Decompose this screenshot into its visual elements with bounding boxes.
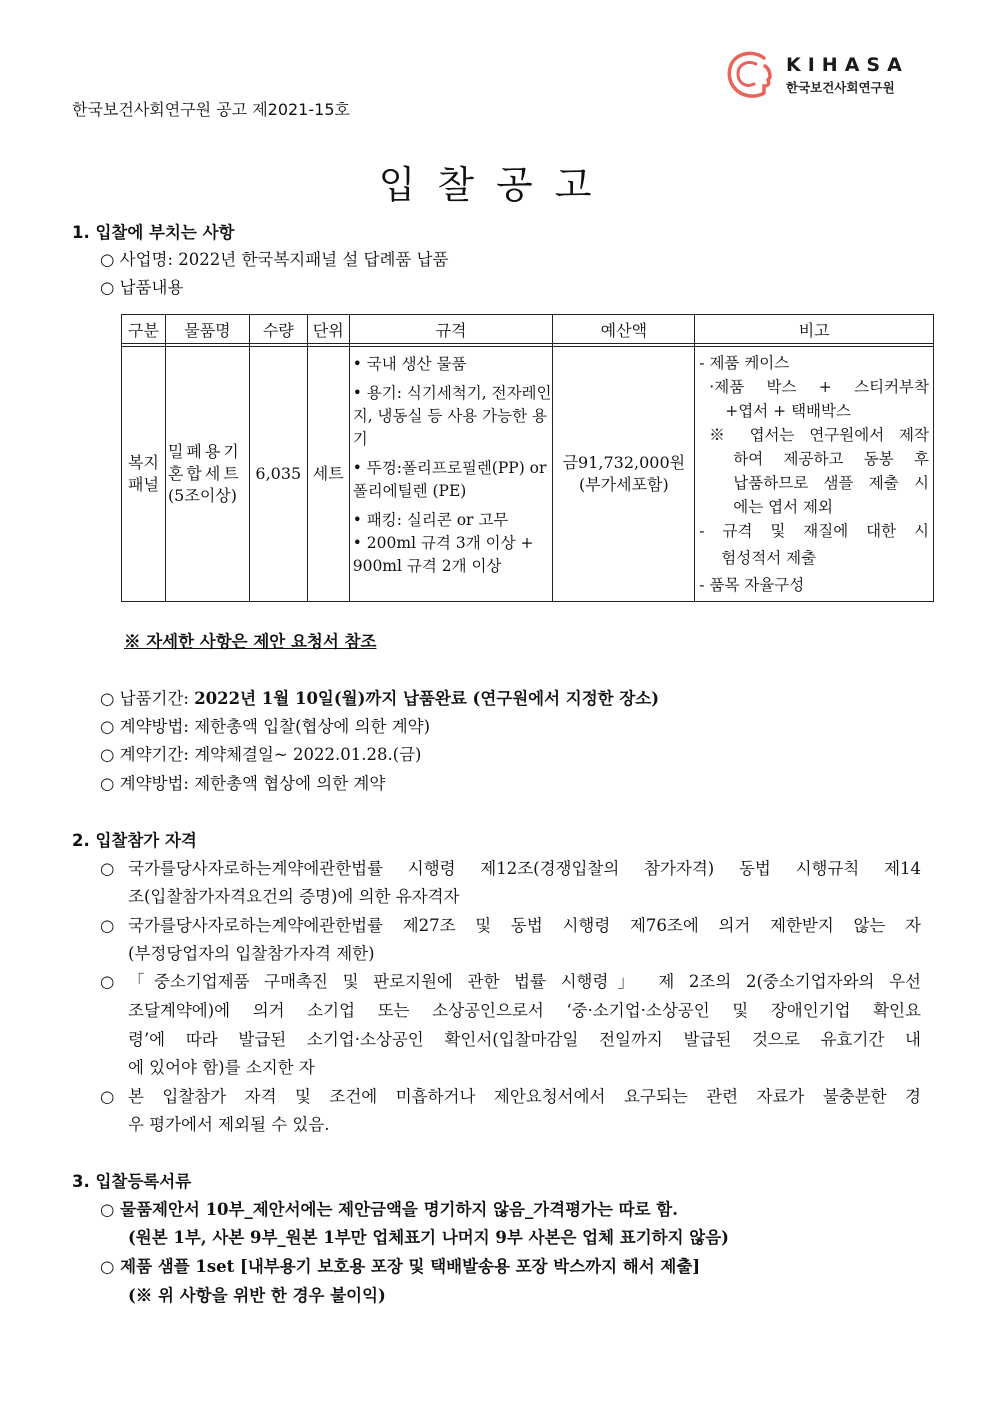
delivery-period-value: 2022년 1월 10일(월)까지 납품완료 (연구원에서 지정한 장소) (194, 689, 660, 708)
qualification-line: 국가를당사자로하는계약에관한법률 제27조 및 동법 시행령 제76조에 의거 제한받지 않는 자 (128, 916, 921, 935)
table-header: 예산액 (553, 315, 695, 344)
project-name: ○ 사업명: 2022년 한국복지패널 설 답례품 납품 (100, 250, 449, 269)
delivery-content-label: ○ 납품내용 (100, 278, 184, 297)
qualification-line: 국가를당사자로하는계약에관한법률 시행령 제12조(경쟁입찰의 참가자격) 동법 시행규칙 제14 (128, 859, 921, 878)
budget-cell (553, 347, 695, 602)
table-header: 물품명 (165, 315, 249, 344)
section1-heading: 1. 입찰에 부치는 사항 (72, 223, 235, 242)
table-header: 비고 (695, 315, 934, 344)
category-line: 패널 (128, 475, 159, 494)
qualification-line: 령’에 따라 발급된 소기업·소상공인 확인서(입찰마감일 전일까지 발급된 것으로 유효기간 내 (128, 1030, 921, 1049)
remark-line: 하여 제공하고 동봉 후 (733, 450, 929, 468)
remark-line: 납품하므로 샘플 제출 시 (733, 474, 929, 492)
rfp-reference-note: ※ 자세한 사항은 제안 요청서 참조 (124, 632, 377, 651)
qualification-line: 본 입찰참가 자격 및 조건에 미흡하거나 제안요청서에서 요구되는 관련 자료가 불충분한 경 (128, 1087, 921, 1106)
spec-item: • 뚜껑:폴리프로필렌(PP) or 폴리에틸렌 (PE) (352, 459, 547, 500)
spec-item: • 국내 생산 물품 (352, 355, 467, 373)
item-name-line: (5조이상) (167, 486, 237, 505)
remark-line: +엽서 + 택배박스 (725, 402, 851, 420)
logo-text-en: KIHASA (786, 54, 909, 76)
bullet-circle: ○ (100, 1087, 115, 1106)
qualification-line: (부정당업자의 입찰참가자격 제한) (128, 944, 375, 963)
qualification-line: 조달계약에)에 의거 소기업 또는 소상공인으로서 ‘중·소기업·소상공인 및 장애인기업 확인요 (128, 1001, 921, 1020)
items-table (121, 314, 934, 602)
contract-method: ○ 계약방법: 제한총액 입찰(협상에 의한 계약) (100, 717, 431, 736)
budget-vat-note: (부가세포함) (578, 475, 669, 494)
contract-period: ○ 계약기간: 계약체결일~ 2022.01.28.(금) (100, 745, 422, 764)
proposal-docs-note: (원본 1부, 사본 9부_원본 1부만 업체표기 나머지 9부 사본은 업체 표기하지 않음) (128, 1228, 729, 1247)
sample-note: (※ 위 사항을 위반 한 경우 불이익) (128, 1286, 386, 1305)
page-title: 입찰공고 (378, 163, 614, 207)
remark-line: ·제품 박스 + 스티커부착 (709, 378, 929, 396)
remarks-cell (695, 347, 934, 602)
spec-item: • 패킹: 실리콘 or 고무 (352, 511, 509, 529)
qualification-line: 조(입찰참가자격요건의 증명)에 의한 유자격자 (128, 887, 460, 906)
item-name-line: 밀폐용기 (167, 442, 242, 461)
table-header: 수량 (249, 315, 307, 344)
remark-line: ※ 엽서는 연구원에서 제작 (709, 426, 929, 444)
remark-line: 험성적서 제출 (721, 549, 817, 567)
spec-cell (349, 347, 553, 602)
category-cell (122, 347, 166, 602)
budget-amount: 금91,732,000원 (562, 453, 686, 472)
table-header: 구분 (122, 315, 166, 344)
section2-heading: 2. 입찰참가 자격 (72, 831, 197, 850)
contract-method-2: ○ 계약방법: 제한총액 협상에 의한 계약 (100, 774, 386, 793)
proposal-docs-item: ○ 물품제안서 10부_제안서에는 제안금액을 명기하지 않음_가격평가는 따로 함. (100, 1200, 678, 1219)
qualification-line: 우 평가에서 제외될 수 있음. (128, 1115, 330, 1134)
table-header: 단위 (307, 315, 349, 344)
unit-cell: 세트 (307, 347, 349, 602)
qualification-line: 「중소기업제품 구매촉진 및 판로지원에 관한 법률 시행령」 제 2조의 2(중소기업자와의 우선 (128, 972, 921, 991)
table-header: 규격 (349, 315, 553, 344)
item-name-line: 혼합세트 (167, 464, 242, 483)
quantity-cell: 6,035 (249, 347, 307, 602)
remark-line: - 품목 자율구성 (699, 576, 805, 594)
remark-line: - 규격 및 재질에 대한 시 (699, 522, 929, 540)
spec-item: • 200ml 규격 3개 이상 + 900ml 규격 2개 이상 (352, 534, 534, 575)
notice-number: 한국보건사회연구원 공고 제2021-15호 (72, 100, 350, 119)
section3-heading: 3. 입찰등록서류 (72, 1172, 192, 1191)
remark-line: - 제품 케이스 (699, 354, 790, 372)
logo-text-ko: 한국보건사회연구원 (786, 80, 895, 95)
kihasa-logo-mark-icon (724, 50, 780, 100)
bullet-circle: ○ (100, 916, 115, 935)
delivery-period-label: ○ 납품기간: (100, 689, 195, 708)
delivery-period (100, 688, 659, 710)
remark-line: 에는 엽서 제외 (733, 498, 833, 516)
category-line: 복지 (128, 453, 159, 472)
kihasa-logo (724, 50, 914, 100)
bullet-circle: ○ (100, 859, 115, 878)
table-row (122, 347, 934, 602)
spec-item: • 용기: 식기세척기, 전자레인지, 냉동실 등 사용 가능한 용기 (352, 384, 552, 448)
item-name-cell (165, 347, 249, 602)
bullet-circle: ○ (100, 972, 115, 991)
qualification-line: 에 있어야 함)를 소지한 자 (128, 1058, 315, 1077)
table-header-row (122, 315, 934, 344)
sample-item: ○ 제품 샘플 1set [내부용기 보호용 포장 및 택배발송용 포장 박스까지 해서 제출] (100, 1257, 701, 1276)
